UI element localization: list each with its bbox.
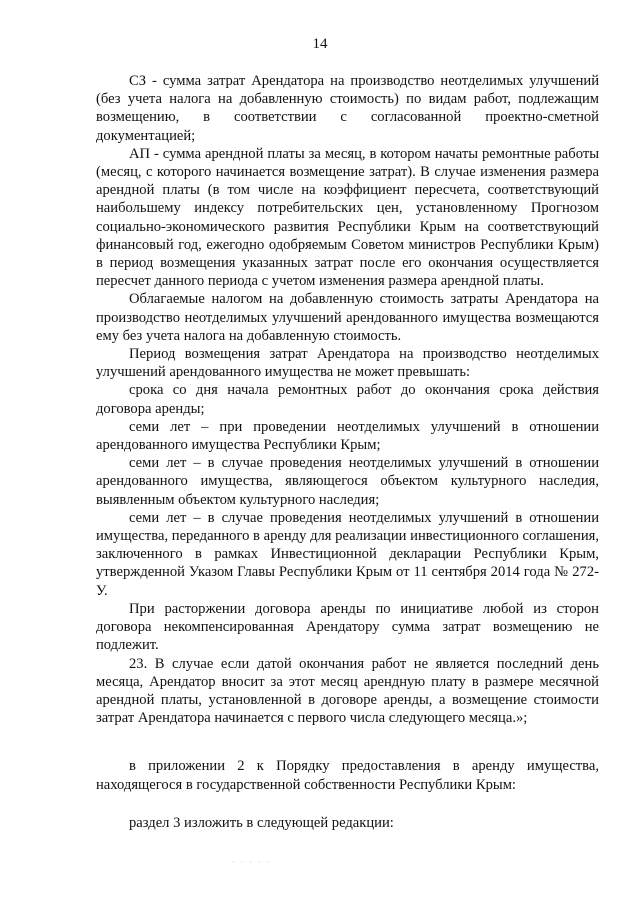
paragraph-ap-definition: АП - сумма арендной платы за месяц, в котором начаты ремонтные работы (месяц, с которого начинается возмещение затрат). В случае изменения размера арендной платы (в том числе на коэффициент пересчета, соответствующий наибольшему индексу потребительских цен, установленному Прогнозом социально-экономического развития Республики Крым на соответствующий финансовый год, ежегодно одобряемым Советом министров Республики Крым) в период возмещения указанных затрат после его окончания осуществляется пересчет данного периода с учетом изменения размера арендной платы.: [96, 145, 599, 290]
paragraph-lease-term-limit: срока со дня начала ремонтных работ до окончания срока действия договора аренды;: [96, 382, 599, 417]
scan-artifact-dots: · · · · ·: [232, 858, 272, 867]
paragraph-seven-years-cultural-heritage: семи лет – в случае проведения неотделимых улучшений в отношении арендованного имущества, являющегося объектом культурного наследия, выявленным объектом культурного наследия;: [96, 455, 599, 508]
document-body: [96, 72, 599, 832]
paragraph-seven-years-investment-agreement: семи лет – в случае проведения неотделимых улучшений в отношении имущества, переданного в аренду для реализации инвестиционного соглашения, заключенного в рамках Инвестиционной декларации Республики Крым, утвержденной Указом Главы Республики Крым от 11 сентября 2014 года № 272-У.: [96, 509, 599, 599]
paragraph-seven-years-crimea-property: семи лет – при проведении неотделимых улучшений в отношении арендованного имущества Республики Крым;: [96, 418, 599, 454]
page-number: 14: [312, 36, 328, 52]
paragraph-appendix-2: в приложении 2 к Порядку предоставления в аренду имущества, находящегося в государственной собственности Республики Крым:: [96, 758, 599, 793]
paragraph-vat-costs: Облагаемые налогом на добавленную стоимость затраты Арендатора на производство неотделимых улучшений арендованного имущества возмещаются ему без учета налога на добавленную стоимость.: [96, 291, 599, 344]
paragraph-clause-23: 23. В случае если датой окончания работ не является последний день месяца, Арендатор вносит за этот месяц арендную плату в размере месячной арендной платы, установленной в договоре аренды, а возмещение стоимости затрат Арендатора начинается с первого числа следующего месяца.»;: [96, 655, 599, 727]
paragraph-section-3: раздел 3 изложить в следующей редакции:: [129, 814, 394, 831]
paragraph-termination: При расторжении договора аренды по инициативе любой из сторон договора некомпенсированная Арендатору сумма затрат возмещению не подлежит.: [96, 600, 599, 654]
paragraph-sz-definition: СЗ - сумма затрат Арендатора на производство неотделимых улучшений (без учета налога на добавленную стоимость) по видам работ, подлежащим возмещению, в соответствии с согласованной проектно-сметной документацией;: [96, 73, 599, 144]
paragraph-reimbursement-period: Период возмещения затрат Арендатора на производство неотделимых улучшений арендованного имущества не может превышать:: [96, 346, 599, 381]
